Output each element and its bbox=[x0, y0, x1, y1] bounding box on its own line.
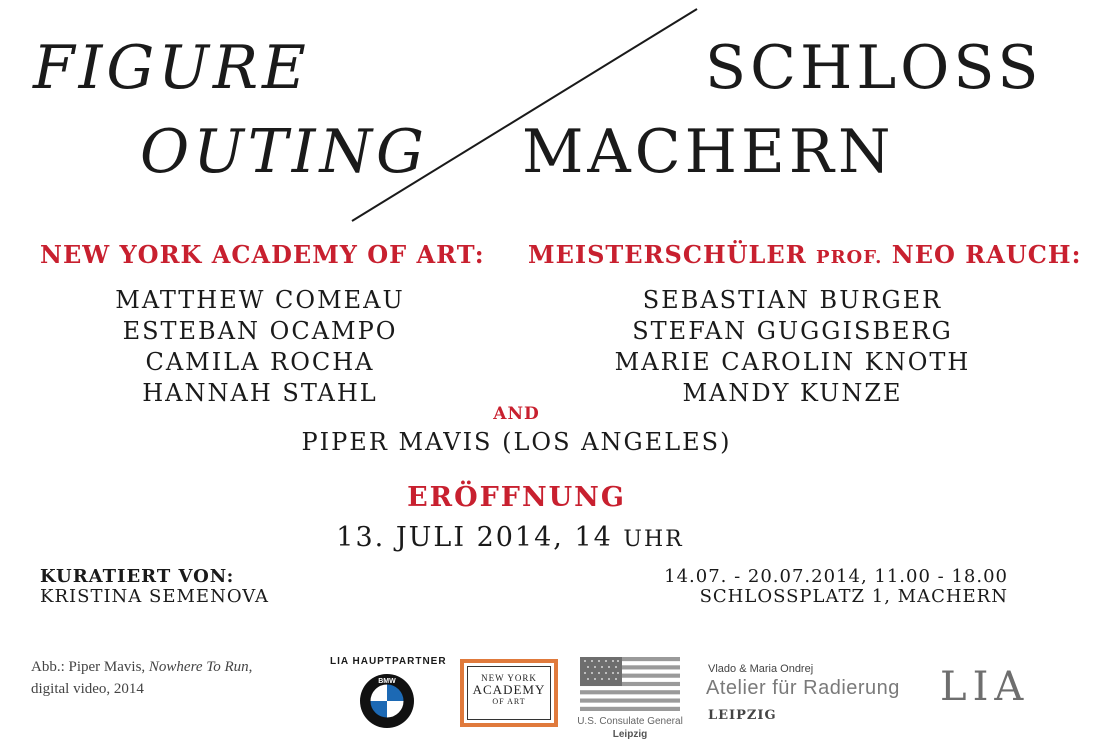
atelier-line1: Vlado & Maria Ondrej bbox=[708, 663, 814, 675]
artist-name: SEBASTIAN BURGER bbox=[642, 286, 943, 314]
nyaa-line3: OF ART bbox=[492, 697, 526, 706]
heading-meisterschueler-part3: NEO RAUCH: bbox=[882, 240, 1082, 269]
credit-suffix: , bbox=[248, 659, 253, 675]
artist-name: ESTEBAN OCAMPO bbox=[122, 317, 398, 345]
nyaa-logo bbox=[460, 659, 558, 727]
names-right bbox=[560, 285, 1025, 409]
opening-date-text: 13. JULI 2014, 14 bbox=[336, 522, 624, 553]
credit-line2: digital video, 2014 bbox=[31, 681, 144, 697]
artist-name: STEFAN GUGGISBERG bbox=[632, 317, 953, 345]
heading-meisterschueler bbox=[528, 240, 1081, 269]
bmw-text: BMW bbox=[378, 678, 396, 685]
us-flag-icon bbox=[580, 657, 680, 711]
atelier-line3: LEIPZIG bbox=[708, 708, 777, 723]
names-left bbox=[40, 285, 480, 409]
guest-artist: PIPER MAVIS (LOS ANGELES) bbox=[301, 428, 732, 456]
and-label: AND bbox=[493, 404, 540, 424]
title-schloss: SCHLOSS bbox=[705, 33, 1043, 103]
consulate-line1: U.S. Consulate General bbox=[577, 716, 683, 727]
opening-time-unit: UHR bbox=[623, 527, 684, 552]
heading-prof: PROF. bbox=[816, 247, 883, 268]
exhibition-address: SCHLOSSPLATZ 1, MACHERN bbox=[699, 586, 1008, 607]
artist-name: MATTHEW COMEAU bbox=[115, 286, 405, 314]
heading-nyaa: NEW YORK ACADEMY OF ART: bbox=[40, 240, 485, 269]
exhibition-dates: 14.07. - 20.07.2014, 11.00 - 18.00 bbox=[664, 566, 1008, 587]
title-machern: MACHERN bbox=[522, 117, 895, 187]
nyaa-line2: ACADEMY bbox=[472, 682, 546, 697]
artist-name: MANDY KUNZE bbox=[682, 379, 903, 407]
opening-date bbox=[0, 522, 1020, 553]
credit-work: Nowhere To Run bbox=[148, 659, 249, 675]
credit-prefix: Abb.: Piper Mavis, bbox=[31, 659, 149, 675]
consulate-line2: Leipzig bbox=[612, 729, 648, 740]
bmw-logo bbox=[359, 673, 415, 729]
opening-label: ERÖFFNUNG bbox=[407, 482, 626, 513]
title-outing: OUTING bbox=[140, 117, 428, 187]
heading-meisterschueler-part1: MEISTERSCHÜLER bbox=[528, 240, 817, 269]
title-figure: FIGURE bbox=[33, 33, 310, 103]
curator-name: KRISTINA SEMENOVA bbox=[40, 586, 270, 607]
artist-name: MARIE CAROLIN KNOTH bbox=[614, 348, 971, 376]
curator-label: KURATIERT VON: bbox=[40, 566, 235, 587]
lia-logo: LIA bbox=[940, 664, 1030, 710]
image-credit bbox=[31, 656, 321, 700]
nyaa-line1: NEW YORK bbox=[481, 673, 537, 683]
artist-name: CAMILA ROCHA bbox=[145, 348, 375, 376]
artist-name: HANNAH STAHL bbox=[142, 379, 378, 407]
partner-label: LIA HAUPTPARTNER bbox=[330, 656, 447, 667]
atelier-line2: Atelier für Radierung bbox=[706, 677, 900, 699]
